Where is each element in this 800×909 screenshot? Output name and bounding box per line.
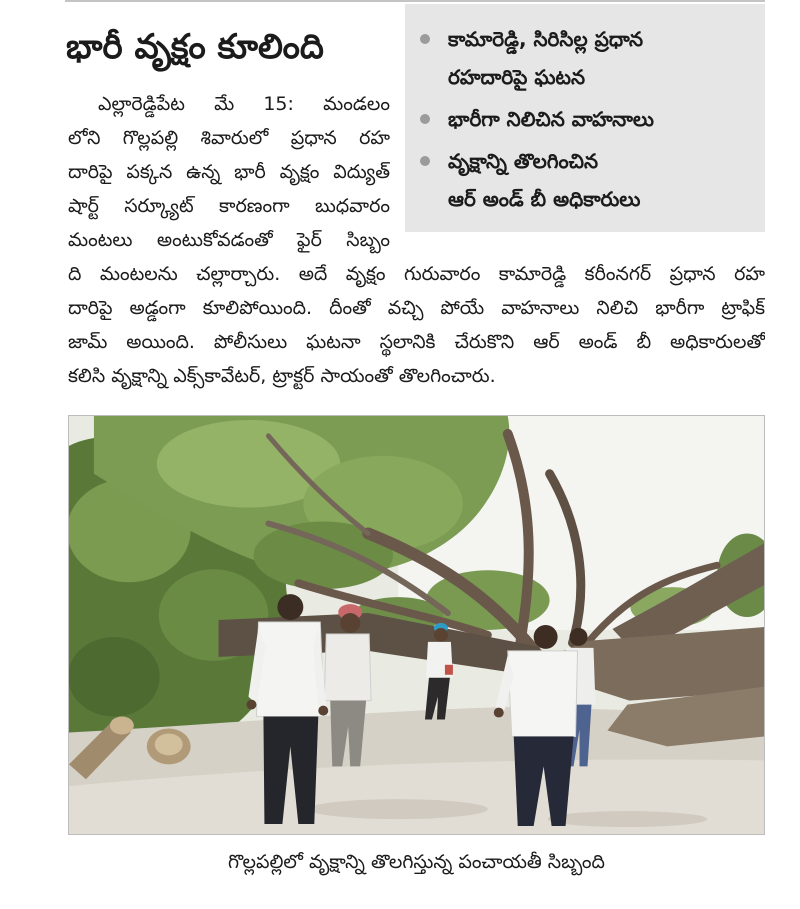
body-line: కలిసి వృక్షాన్ని ఎక్స్‌కావేటర్, ట్రాక్టర్ సాయంతో తొలగించారు. — [68, 365, 496, 387]
photo-caption: గొల్లపల్లిలో వృక్షాన్ని తొలగిస్తున్న పంచాయతీ సిబ్బంది — [228, 851, 605, 873]
news-photo — [68, 415, 765, 835]
body-line: షార్ట్ సర్క్యూట్ కారణంగా బుధవారం — [68, 195, 390, 217]
body-line: మంటలు అంటుకోవడంతో ఫైర్ సిబ్బం — [68, 229, 390, 251]
body-line: దారిపై అడ్డంగా కూలిపోయింది. దీంతో వచ్చి పోయే వాహనాలు నిలిచి భారీగా ట్రాఫిక్ — [68, 297, 765, 319]
top-rule — [65, 0, 765, 2]
highlight-line: భారీగా నిలిచిన వాహనాలు — [448, 107, 654, 131]
body-line: లోని గొల్లపల్లి శివారులో ప్రధాన రహ — [68, 127, 390, 149]
bullet-icon — [420, 34, 430, 44]
body-line: ది మంటలను చల్లార్చారు. అదే వృక్షం గురువారం కామారెడ్డి కరీంనగర్ ప్రధాన రహ — [68, 263, 765, 285]
highlight-line: రహదారిపై ఘటన — [448, 65, 586, 89]
article-body — [68, 87, 765, 393]
highlight-line: కామారెడ్డి, సిరిసిల్ల ప్రధాన — [448, 27, 644, 51]
highlight-item — [405, 20, 755, 96]
body-line: దారిపై పక్కన ఉన్న భారీ వృక్షం విద్యుత్ — [68, 161, 390, 183]
photo-scene — [69, 416, 764, 834]
highlight-line: ఆర్ అండ్ బీ అధికారులు — [448, 187, 641, 211]
headline: భారీ వృక్షం కూలింది — [66, 27, 324, 67]
highlight-line: వృక్షాన్ని తొలగించిన — [448, 149, 599, 173]
body-line-dateline: ఎల్లారెడ్డిపేట మే 15: మండలం — [98, 93, 390, 115]
body-line: జామ్ అయింది. పోలీసులు ఘటనా స్థలానికి చేరుకొని ఆర్ అండ్ బీ అధికారులతో — [68, 331, 765, 353]
